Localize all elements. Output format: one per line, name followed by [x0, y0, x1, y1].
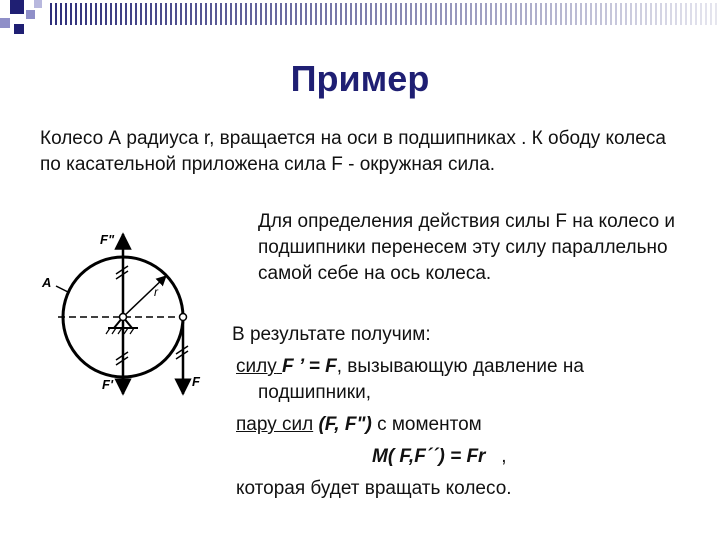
paragraph-transfer: Для определения действия силы F на колесо и подшипники перенесем эту силу параллельно самой себе на ось колеса. — [258, 211, 676, 284]
moment-comma: , — [501, 446, 507, 467]
label-f: F — [192, 374, 200, 389]
slide-title: Пример — [290, 58, 430, 99]
moment-formula: M( F,F´´) = Fr — [372, 446, 486, 467]
corner-decoration — [0, 0, 50, 50]
item-couple-rest: с моментом — [371, 414, 482, 435]
moment-formula-line — [372, 444, 507, 470]
radius-line — [123, 276, 166, 317]
item-couple-formula: (F, F") — [318, 414, 372, 435]
wheel-diagram — [28, 214, 228, 414]
header-stripe-bar — [50, 3, 718, 25]
result-intro: В результате получим: — [232, 324, 431, 345]
item-force-cont: подшипники, — [258, 382, 371, 403]
item-couple — [236, 412, 482, 438]
item-force-term: силу — [236, 356, 277, 377]
conclusion-text: которая будет вращать колесо. — [236, 478, 512, 499]
item-force-rest: , вызывающую давление на — [336, 356, 584, 377]
item-couple-term: пару сил — [236, 414, 314, 435]
label-f-prime: F' — [102, 377, 114, 392]
label-f-double-prime: F" — [100, 232, 115, 247]
item-force — [236, 354, 584, 380]
item-force-formula: F ’ = F — [281, 356, 337, 377]
intro-text: Колесо А радиуса r, вращается на оси в подшипниках . К ободу колеса по касательной приложена сила F - окружная сила. — [40, 128, 666, 175]
label-a: A — [42, 275, 52, 290]
label-r: r — [154, 285, 158, 299]
